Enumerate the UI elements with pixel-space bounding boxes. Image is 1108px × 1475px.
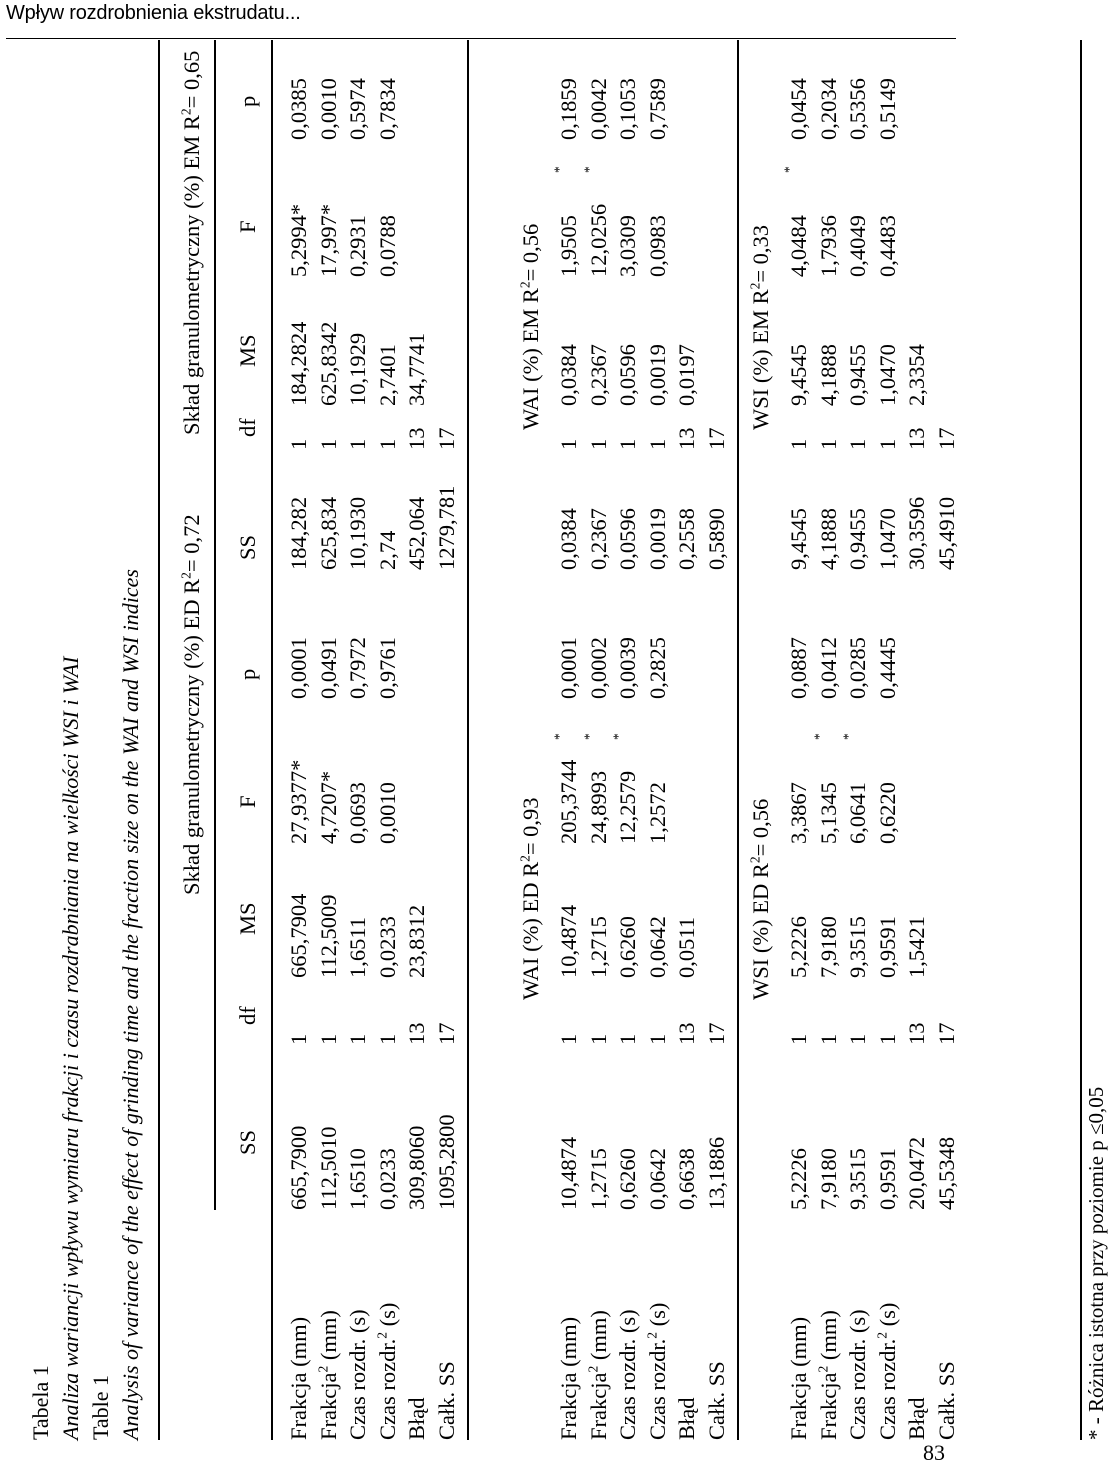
cell-em-f: 17,997* [315,203,341,277]
significance-mark: * [840,733,856,740]
caption-label-en: Table 1 [88,1374,113,1440]
caption-title-en: Analysis of variance of the effect of grinding time and the fraction size on the WAI and WSI indices [118,569,143,1440]
cell-em-f: 0,4049 [845,215,870,277]
cell-em-ss: 184,282 [286,496,311,570]
cell-ed-p: 0,0412 [815,637,841,699]
cell-em-f: 5,2994* [286,203,311,277]
table-row [581,40,617,1440]
significance-mark-wrap [840,733,866,740]
cell-ed-ms: 9,3515 [845,916,870,978]
cell-ed-ss: 5,2226 [786,1148,811,1210]
cell-em-ms: 0,0596 [615,344,640,406]
cell-em-ss: 625,834 [315,496,341,570]
cell-ed-ms: 665,7904 [286,893,311,978]
cell-ed-ss: 0,9591 [874,1148,900,1210]
cell-ed-p: 0,9761 [374,637,400,699]
cell-em-df: 17 [703,427,729,450]
col-ss-right: SS [235,534,260,560]
cell-em-f: 0,4483 [874,215,900,277]
cell-ed-ms: 0,9591 [874,916,900,978]
row-label: Czas rozdr.$^2$ (s) [374,1302,400,1440]
cell-em-ms: 1,0470 [874,344,900,406]
table-top-rule [158,40,160,1440]
caption-label-pl: Tabela 1 [28,1365,53,1440]
cell-em-df: 13 [904,427,929,450]
cell-em-ss: 0,0019 [644,508,670,570]
cell-ed-df: 17 [703,1022,729,1045]
cell-ed-f: 1,2572 [644,782,670,844]
cell-ed-df: 17 [933,1022,959,1045]
cell-em-df: 1 [815,438,841,450]
cell-ed-ss: 1,6510 [345,1148,370,1210]
cell-ed-ms: 0,0642 [644,916,670,978]
cell-ed-df: 1 [374,1033,400,1045]
table-row [315,40,347,1440]
header-section-2-left: WAI (%) ED $R^2= 0,93$ [517,797,543,1000]
row-label: Błąd [674,1397,699,1440]
cell-em-df: 1 [585,438,611,450]
cell-ed-ms: 1,2715 [585,916,611,978]
cell-ed-df: 1 [644,1033,670,1045]
cell-ed-ms: 0,6260 [615,916,640,978]
col-p-left: p [235,668,260,680]
col-p-right: p [235,95,260,107]
cell-em-f: 0,2931 [345,215,370,277]
cell-ed-p: 0,0285 [845,637,870,699]
cell-ed-p: 0,0887 [786,637,811,699]
col-ms-right: MS [235,334,260,367]
header-subrule [214,40,216,1210]
cell-em-p: 0,0385 [286,78,311,140]
header-rule [6,38,956,39]
cell-em-df: 1 [556,438,581,450]
page-number: 83 [923,1440,945,1465]
cell-ed-df: 1 [786,1033,811,1045]
cell-em-ss: 0,9455 [845,508,870,570]
cell-em-ms: 34,7741 [404,332,429,406]
cell-em-ms: 2,7401 [374,344,400,406]
cell-em-p: 0,5149 [874,78,900,140]
cell-em-f: 0,0788 [374,215,400,277]
cell-em-ss: 9,4545 [786,508,811,570]
cell-em-df: 13 [674,427,699,450]
cell-em-ms: 0,9455 [845,344,870,406]
col-df-left: df [235,1006,260,1025]
cell-ed-ms: 112,5009 [315,894,341,978]
significance-mark: * [581,733,596,740]
cell-em-ss: 0,2367 [585,508,611,570]
col-df-right: df [235,418,260,437]
row-label: Frakcja$^2$ (mm) [815,1310,841,1440]
cell-ed-df: 1 [815,1033,841,1045]
cell-em-ms: 4,1888 [815,344,841,406]
row-label: Frakcja (mm) [286,1316,311,1440]
cell-ed-p: 0,0001 [286,637,311,699]
section-rule [737,40,739,1440]
cell-ed-ss: 9,3515 [845,1148,870,1210]
cell-ed-f: 205,3744 [556,759,581,844]
cell-em-df: 1 [874,438,900,450]
cell-em-p: 0,7834 [374,78,400,140]
table-row [374,40,406,1440]
cell-em-ms: 0,0019 [644,344,670,406]
cell-ed-df: 13 [674,1022,699,1045]
significance-mark-wrap [610,733,636,740]
table-bottom-rule [1080,40,1082,1440]
header-section-2-right: WAI (%) EM $R^2= 0,56$ [517,223,543,430]
cell-ed-ms: 1,5421 [904,916,929,978]
cell-ed-df: 1 [874,1033,900,1045]
cell-ed-ms: 1,6511 [345,916,370,978]
cell-ed-df: 1 [286,1033,311,1045]
cell-ed-ss: 10,4874 [556,1136,581,1210]
cell-ed-df: 13 [404,1022,429,1045]
cell-em-df: 1 [286,438,311,450]
cell-em-p: 0,2034 [815,78,841,140]
cell-ed-p: 0,7972 [345,637,370,699]
cell-em-f: 12,0256 [585,203,611,277]
cell-em-p: 0,5356 [845,78,870,140]
significance-mark: * [551,166,567,173]
cell-ed-f: 0,0010 [374,782,400,844]
cell-ed-f: 3,3867 [786,782,811,844]
cell-ed-f: 12,2579 [615,770,640,844]
cell-ed-df: 1 [585,1033,611,1045]
cell-ed-ss: 0,0642 [644,1148,670,1210]
cell-ed-ss: 1,2715 [585,1148,611,1210]
cell-ed-f: 0,0693 [345,782,370,844]
significance-mark-wrap [581,733,607,740]
cell-ed-ss: 7,9180 [815,1148,841,1210]
significance-mark: * [811,733,826,740]
table-row [288,40,317,1440]
section-rule [467,40,469,1440]
significance-mark-wrap [551,166,577,173]
column-header-row [237,40,266,1440]
row-label: Całk. SS [933,1361,959,1440]
cell-em-p: 0,1859 [556,78,581,140]
cell-em-ss: 4,1888 [815,508,841,570]
cell-ed-p: 0,4445 [874,637,900,699]
row-label: Czas rozdr. (s) [615,1309,640,1440]
cell-em-df: 1 [615,438,640,450]
cell-em-f: 1,9505 [556,215,581,277]
cell-ed-ss: 665,7900 [286,1125,311,1210]
cell-ed-ss: 309,8060 [404,1125,429,1210]
cell-ed-p: 0,0002 [585,637,611,699]
significance-mark-wrap [581,166,607,173]
cell-em-p: 0,0010 [315,78,341,140]
cell-em-df: 1 [374,438,400,450]
significance-mark-wrap [781,166,807,173]
row-label: Błąd [904,1397,929,1440]
cell-ed-df: 1 [315,1033,341,1045]
cell-ed-ss: 0,0233 [374,1148,400,1210]
cell-em-df: 1 [845,438,870,450]
cell-ed-ms: 5,2226 [786,916,811,978]
cell-em-ms: 2,3354 [904,344,929,406]
col-ms-left: MS [235,902,260,935]
header-section-3-right: WSI (%) EM $R^2= 0,33$ [747,224,773,430]
header-section-3-left: WSI (%) ED $R^2= 0,56$ [747,798,773,1000]
col-f-right: F [235,220,260,233]
cell-ed-df: 1 [615,1033,640,1045]
cell-ed-ms: 7,9180 [815,916,841,978]
cell-em-df: 1 [786,438,811,450]
cell-ed-f: 6,0641 [845,782,870,844]
row-label: Błąd [404,1397,429,1440]
cell-em-df: 17 [433,427,459,450]
cell-ed-f: 27,9377* [286,759,311,844]
header-section-1-left: Skład granulometryczny (%) ED $R^2= 0,72$ [178,514,204,895]
cell-em-ss: 0,0596 [615,508,640,570]
cell-ed-ms: 0,0233 [374,916,400,978]
cell-ed-ss: 0,6260 [615,1148,640,1210]
cell-ed-p: 0,2825 [644,637,670,699]
cell-em-ms: 184,2824 [286,321,311,406]
cell-ed-p: 0,0001 [556,637,581,699]
table-row [811,40,847,1440]
cell-ed-ss: 0,6638 [674,1148,699,1210]
cell-ed-p: 0,0491 [315,637,341,699]
cell-ed-ss: 13,1886 [703,1136,729,1210]
table-row [406,40,435,1440]
row-label: Czas rozdr. (s) [845,1309,870,1440]
cell-em-df: 1 [644,438,670,450]
footnote: * - Różnica istotna przy poziomie p ≤0,05 [1084,1086,1108,1440]
table-row [644,40,676,1440]
cell-em-ss: 30,3596 [904,496,929,570]
cell-em-ms: 0,0384 [556,344,581,406]
row-label: Czas rozdr. (s) [345,1309,370,1440]
cell-ed-ss: 1095,2800 [433,1114,459,1210]
cell-em-df: 1 [345,438,370,450]
table-row [703,40,735,1440]
cell-em-ss: 0,0384 [556,508,581,570]
cell-em-df: 17 [933,427,959,450]
cell-ed-df: 1 [556,1033,581,1045]
cell-ed-df: 1 [345,1033,370,1045]
significance-mark: * [610,733,626,740]
cell-em-f: 3,0309 [615,215,640,277]
cell-em-p: 0,5974 [345,78,370,140]
table-row [840,40,876,1440]
cell-ed-p: 0,0039 [615,637,640,699]
cell-em-df: 1 [315,438,341,450]
cell-em-ss: 10,1930 [345,496,370,570]
table-row [933,40,965,1440]
significance-mark-wrap [551,733,577,740]
cell-em-f: 1,7936 [815,215,841,277]
cell-em-p: 0,0042 [585,78,611,140]
cell-ed-ms: 0,0511 [674,916,699,978]
row-label: Całk. SS [703,1361,729,1440]
row-label: Frakcja$^2$ (mm) [315,1310,341,1440]
cell-em-ss: 0,5890 [703,508,729,570]
cell-ed-ms: 23,8312 [404,904,429,978]
header-section-1-right: Skład granulometryczny (%) EM $R^2= 0,65$ [178,50,204,435]
cell-ed-f: 0,6220 [874,782,900,844]
cell-em-p: 0,0454 [786,78,811,140]
significance-mark: * [781,166,797,173]
table-row [551,40,587,1440]
cell-ed-f: 5,1345 [815,782,841,844]
rotated-table-page [18,40,1108,1440]
cell-em-ss: 1279,781 [433,485,459,570]
table-row [906,40,935,1440]
cell-ed-f: 24,8993 [585,770,611,844]
table-row [347,40,376,1440]
table-row [433,40,465,1440]
row-label: Czas rozdr.$^2$ (s) [874,1302,900,1440]
header-bottom-rule [271,40,273,1440]
cell-ed-df: 1 [845,1033,870,1045]
cell-em-p: 0,7589 [644,78,670,140]
cell-ed-df: 17 [433,1022,459,1045]
cell-em-p: 0,1053 [615,78,640,140]
cell-em-f: 0,0983 [644,215,670,277]
cell-ed-ss: 45,5348 [933,1136,959,1210]
cell-em-ss: 1,0470 [874,508,900,570]
cell-em-ms: 625,8342 [315,321,341,406]
row-label: Frakcja (mm) [556,1316,581,1440]
cell-ed-ms: 10,4874 [556,904,581,978]
cell-em-ms: 0,0197 [674,344,699,406]
cell-em-ms: 9,4545 [786,344,811,406]
cell-ed-f: 4,7207* [315,770,341,844]
cell-em-ms: 0,2367 [585,344,611,406]
running-header: Wpływ rozdrobnienia ekstrudatu... [6,2,301,24]
table-row [874,40,906,1440]
cell-em-ss: 0,2558 [674,508,699,570]
row-label: Frakcja$^2$ (mm) [585,1310,611,1440]
significance-mark: * [551,733,567,740]
row-label: Czas rozdr.$^2$ (s) [644,1302,670,1440]
row-label: Frakcja (mm) [786,1316,811,1440]
cell-ed-df: 13 [904,1022,929,1045]
caption-title-pl: Analiza wariancji wpływu wymiaru frakcji i czasu rozdrabniania na wielkości WSI i WAI [58,656,83,1440]
col-f-left: F [235,795,260,808]
cell-em-ms: 10,1929 [345,332,370,406]
cell-em-ss: 2,74 [374,530,400,570]
cell-em-ss: 452,064 [404,496,429,570]
row-label: Całk. SS [433,1361,459,1440]
table-row [610,40,646,1440]
col-ss-left: SS [235,1129,260,1155]
significance-mark-wrap [811,733,837,740]
table-row [781,40,817,1440]
cell-em-f: 4,0484 [786,215,811,277]
cell-ed-ss: 112,5010 [315,1126,341,1210]
cell-ed-ss: 20,0472 [904,1136,929,1210]
cell-em-ss: 45,4910 [933,496,959,570]
table-row [676,40,705,1440]
cell-em-df: 13 [404,427,429,450]
significance-mark: * [581,166,596,173]
